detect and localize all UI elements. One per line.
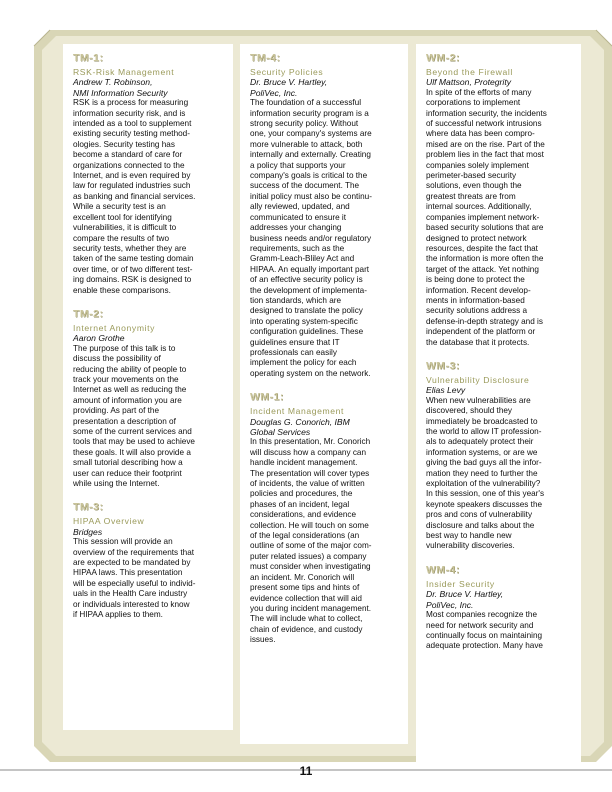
- session-wm-1: [250, 391, 398, 645]
- session-description: The purpose of this talk is to discuss the possibility of reducing the ability of people to track your movements on the Internet as well as reducing the amount of information you are providing. As part of the presentation a description of some of the current services and tools that may be used to achieve these goals. It will also provide a small tutorial describing how a user can reduce their footprint while using the Internet.: [73, 343, 195, 489]
- session-description: In this presentation, Mr. Conorich will discuss how a company can handle incident management. The presentation will cover types of incidents, the value of written policies and procedures, the phases of an incident, legal considerations, and evidence collection. He will touch on some of the legal considerations (an outline of some of the major com- puter related issues) a company must consider when investigating an incident. Mr. Conorich will present some tips and hints of evidence collection that will aid you during incident management. The will include what to collect, chain of evidence, and custody issues.: [250, 437, 372, 645]
- session-speaker: Andrew T. Robinson, NMI Information Security: [73, 77, 168, 98]
- session-title: Internet Anonymity: [73, 322, 155, 333]
- session-speaker: Aaron Grothe: [73, 333, 125, 344]
- session-description: When new vulnerabilities are discovered, should they immediately be broadcasted to the world to allow IT profession- als to adequately protect their information systems, or are we giving the bad guys all the infor- mation they need to further the exploitation of the vulnerability? In this session, one of this year's keynote speakers discusses the pros and cons of vulnerability disclosure and talks about the best way to handle new vulnerability discoveries.: [426, 395, 545, 551]
- session-speaker: Bridges: [73, 526, 103, 537]
- session-description: RSK is a process for measuring information security risk, and is intended as a tool to supplement existing security testing method- ologies. Security testing has become a standard of care for organizations connected to the Internet, and is even required by law for regulated industries such as banking and financial services. While a security test is an excellent tool for identifying vulnerabilities, it is difficult to compare the results of two security tests, whether they are taken of the same testing domain over time, or of two different test- ing domains. RSK is designed to enable these comparisons.: [73, 98, 196, 295]
- session-code: TM-1:: [73, 52, 104, 64]
- session-code: WM-1:: [250, 391, 284, 404]
- session-title: HIPAA Overview: [73, 516, 145, 527]
- session-wm-3: [426, 360, 571, 552]
- column-2: [240, 44, 408, 744]
- session-title: Insider Security: [426, 578, 495, 589]
- session-title: Security Policies: [250, 67, 324, 77]
- session-tm-4: [250, 52, 398, 379]
- session-tm-1: [73, 52, 223, 296]
- column-3: [416, 44, 581, 764]
- column-1: [63, 44, 233, 730]
- session-description: Most companies recognize the need for network security and continually focus on maintaining adequate protection. Many have: [426, 610, 543, 651]
- session-speaker: Ulf Mattson, Protegrity: [426, 77, 512, 88]
- session-speaker: Dr. Bruce V. Hartley, PoliVec, Inc.: [426, 589, 504, 610]
- session-code: WM-2:: [426, 52, 460, 64]
- session-tm-2: [73, 308, 223, 490]
- session-tm-3: [73, 501, 223, 620]
- session-wm-2: [426, 52, 571, 348]
- session-code: TM-4:: [250, 52, 281, 64]
- session-code: WM-4:: [426, 563, 460, 576]
- session-speaker: Douglas G. Conorich, IBM Global Services: [250, 416, 350, 437]
- session-description: The foundation of a successful information security program is a strong security policy. Without one, your company's systems are more vulnerable to attack, both internally and externally. Creating a policy that supports your company's goals is critical to the success of the document. The initial policy must also be continu- ally reviewed, updated, and communicated to ensure it addresses your changing business needs and/or regulatory requirements, such as the Gramm-Leach-Bliley Act and HIPAA. An equally important part of an effective security policy is the development of implementa- tion standards, which are designed to translate the policy into operating system-specific configuration guidelines. These guidelines ensure that IT professionals can easily implement the policy for each operating system on the network.: [250, 98, 372, 378]
- session-code: TM-3:: [73, 501, 104, 514]
- session-title: Incident Management: [250, 406, 345, 417]
- session-speaker: Elias Levy: [426, 385, 466, 396]
- session-code: WM-3:: [426, 359, 460, 372]
- session-wm-4: [426, 564, 571, 652]
- session-title: RSK-Risk Management: [73, 67, 175, 77]
- page-number: 11: [299, 764, 313, 778]
- session-description: In spite of the efforts of many corporations to implement information security, the incidents of successful network intrusions where data has been compro- mised are on the rise. Part of the problem lies in the fact that most companies solely implement perimeter-based security solutions, even though the greatest threats are from internal sources. Additionally, companies implement network- based security solutions that are designed to protect network resources, despite the fact that the information is more often the target of the attack. Yet nothing is being done to protect the information. Recent develop- ments in information-based security solutions address a defense-in-depth strategy and is independent of the platform or the database that it protects.: [426, 87, 547, 347]
- session-code: TM-2:: [73, 307, 104, 320]
- session-description: This session will provide an overview of the requirements that are expected to be mandated by HIPAA laws. This presentation will be especially useful to individ- uals in the Health Care industry or individuals interested to know if HIPAA applies to them.: [73, 537, 196, 620]
- session-speaker: Dr. Bruce V. Hartley, PoliVec, Inc.: [250, 77, 328, 98]
- session-title: Vulnerability Disclosure: [426, 374, 530, 385]
- session-title: Beyond the Firewall: [426, 67, 513, 77]
